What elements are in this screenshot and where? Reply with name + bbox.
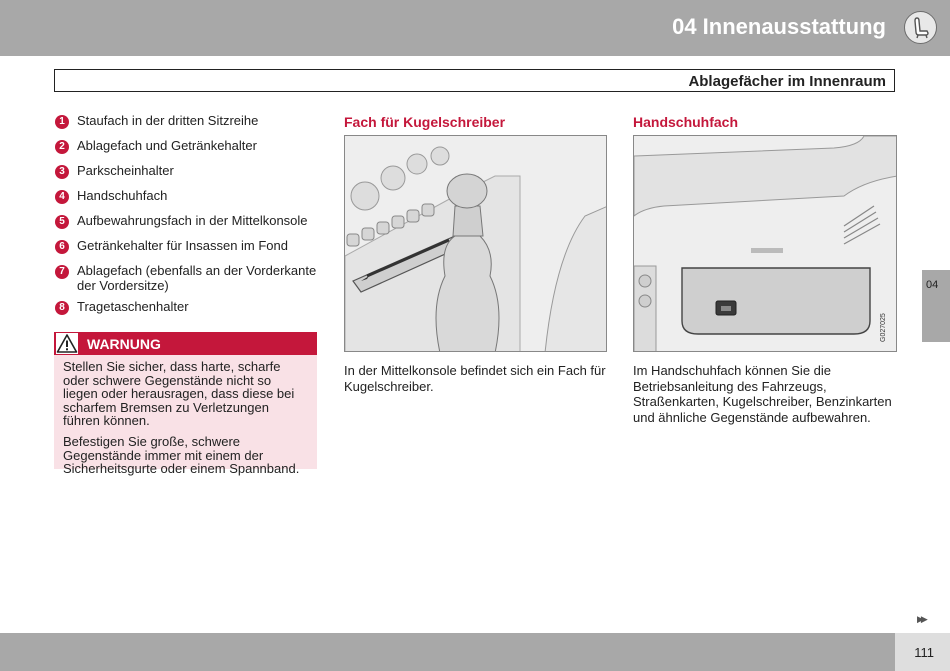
storage-list: [54, 113, 324, 314]
glovebox-figure: [633, 135, 897, 352]
number-badge: 2: [55, 140, 69, 154]
list-item: [54, 113, 324, 128]
list-item: [54, 138, 324, 153]
number-badge: 1: [55, 115, 69, 129]
list-item-label: Tragetaschenhalter: [77, 299, 189, 314]
page-number: 111: [914, 645, 934, 660]
list-item-label: Ablagefach und Getränkehalter: [77, 138, 257, 153]
warning-paragraph: Stellen Sie sicher, dass harte, scharfe oder schwere Gegenstände nicht so liegen oder herausragen, dass diese bei scharfem Bremsen zu Verletzungen führen können.: [63, 359, 295, 429]
list-item: [54, 213, 324, 228]
list-item: [54, 263, 327, 293]
warning-header: [54, 332, 317, 355]
list-item: [54, 188, 324, 203]
pen-compartment-text: In der Mittelkonsole befindet sich ein Fach für Kugelschreiber.: [344, 363, 606, 394]
double-arrow-right-icon: ▶▶: [917, 614, 925, 624]
page-number-box: [895, 633, 950, 671]
seat-icon: [904, 11, 937, 44]
pen-compartment-figure: [344, 135, 607, 352]
list-item-label: Getränkehalter für Insassen im Fond: [77, 238, 288, 253]
pen-compartment-heading: Fach für Kugelschreiber: [344, 114, 506, 130]
number-badge: 5: [55, 215, 69, 229]
warning-title: WARNUNG: [87, 336, 161, 352]
chapter-title: 04 Innenausstattung: [672, 14, 886, 39]
number-badge: 6: [55, 240, 69, 254]
list-item-label: Parkscheinhalter: [77, 163, 174, 178]
warning-paragraph: Befestigen Sie große, schwere Gegenstände immer mit einem der Sicherheitsgurte oder einem Spannband.: [63, 433, 300, 477]
side-tab-label: 04: [926, 279, 939, 291]
number-badge: 7: [55, 265, 69, 279]
glovebox-heading: Handschuhfach: [633, 114, 739, 130]
list-item: [54, 238, 324, 253]
number-badge: 8: [55, 301, 69, 315]
footer-bar: [0, 633, 950, 671]
number-badge: 3: [55, 165, 69, 179]
section-title: Ablagefächer im Innenraum: [688, 73, 886, 90]
list-item-label: Handschuhfach: [77, 188, 168, 203]
header-bar: [0, 0, 950, 56]
figure-code: G027025: [880, 313, 887, 342]
warning-triangle-icon: [56, 333, 78, 354]
list-item-label: Ablagefach (ebenfalls an der Vorderkante der Vordersitze): [77, 263, 317, 293]
list-item: [54, 299, 324, 314]
list-item-label: Aufbewahrungsfach in der Mittelkonsole: [77, 213, 308, 228]
section-title-box: [54, 69, 895, 92]
list-item: [54, 163, 324, 178]
list-item-label: Staufach in der dritten Sitzreihe: [77, 113, 259, 128]
number-badge: 4: [55, 190, 69, 204]
glovebox-text: Im Handschuhfach können Sie die Betriebsanleitung des Fahrzeugs, Straßenkarten, Kugelschreiber, Benzinkarten und ähnliche Gegenstände aufbewahren.: [633, 363, 892, 425]
chapter-side-tab: [922, 270, 950, 342]
warning-body: [54, 355, 317, 477]
